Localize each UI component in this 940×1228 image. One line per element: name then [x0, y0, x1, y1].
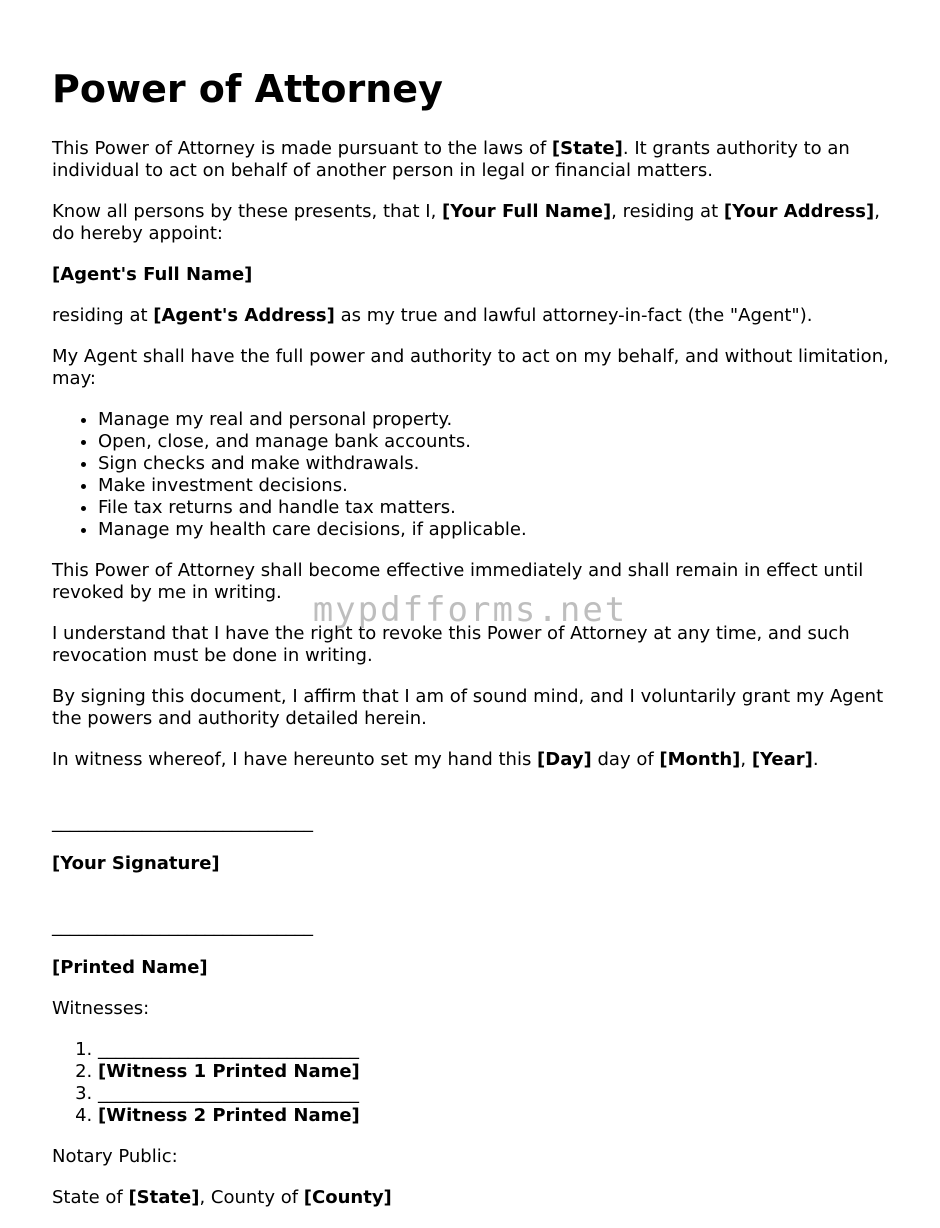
- list-item: • Make investment decisions.: [98, 475, 892, 497]
- list-item: 3. _____________________________: [98, 1083, 892, 1105]
- list-item: • Open, close, and manage bank accounts.: [98, 431, 892, 453]
- notary-state-placeholder: [State]: [128, 1187, 200, 1208]
- powers-list: [52, 409, 892, 541]
- agent-address-placeholder: [Agent's Address]: [153, 305, 335, 326]
- spacer: [52, 790, 892, 812]
- day-placeholder: [Day]: [537, 749, 592, 770]
- effective-paragraph: This Power of Attorney shall become effective immediately and shall remain in effect until revoked by me in writing.: [52, 560, 864, 603]
- list-item: • Manage my real and personal property.: [98, 409, 892, 431]
- spacer: [52, 894, 892, 916]
- agent-residence-paragraph: residing at [Agent's Address] as my true and lawful attorney-in-fact (the "Agent").: [52, 305, 813, 326]
- agent-name-paragraph: [52, 264, 892, 286]
- witnesses-label: Witnesses:: [52, 998, 150, 1019]
- list-item: 2. [Witness 1 Printed Name]: [98, 1061, 892, 1083]
- printed-name-line: _____________________________: [52, 916, 313, 937]
- witness-clause: In witness whereof, I have hereunto set my hand this [Day] day of [Month], [Year].: [52, 749, 819, 770]
- affirm-paragraph: By signing this document, I affirm that I am of sound mind, and I voluntarily grant my Agent the powers and authority detailed herein.: [52, 686, 884, 729]
- list-item: 4. [Witness 2 Printed Name]: [98, 1105, 892, 1127]
- year-placeholder: [Year]: [751, 749, 813, 770]
- document-title: Power of Attorney: [52, 67, 443, 111]
- list-item: 1. _____________________________: [98, 1039, 892, 1061]
- notary-label: Notary Public:: [52, 1146, 178, 1167]
- address-placeholder: [Your Address]: [723, 201, 875, 222]
- state-placeholder: [State]: [551, 138, 623, 159]
- signature-line: _____________________________: [52, 812, 313, 833]
- county-placeholder: [County]: [303, 1187, 392, 1208]
- appointment-paragraph: Know all persons by these presents, that I, [Your Full Name], residing at [Your Address], do hereby appoint:: [52, 201, 880, 244]
- revoke-paragraph: I understand that I have the right to revoke this Power of Attorney at any time, and such revocation must be done in writing.: [52, 623, 850, 666]
- list-item: • File tax returns and handle tax matters.: [98, 497, 892, 519]
- signature-label: [Your Signature]: [52, 853, 220, 874]
- list-item: • Sign checks and make withdrawals.: [98, 453, 892, 475]
- full-name-placeholder: [Your Full Name]: [442, 201, 612, 222]
- powers-intro: My Agent shall have the full power and authority to act on my behalf, and without limitation, may:: [52, 346, 889, 389]
- month-placeholder: [Month]: [659, 749, 741, 770]
- witnesses-list: [52, 1039, 892, 1127]
- intro-paragraph: This Power of Attorney is made pursuant to the laws of [State]. It grants authority to an individual to act on behalf of another person in legal or financial matters.: [52, 138, 850, 181]
- printed-name-label: [Printed Name]: [52, 957, 208, 978]
- document: [52, 64, 892, 1228]
- notary-location: State of [State], County of [County]: [52, 1187, 392, 1208]
- watermark: mypdfforms.net: [312, 590, 628, 630]
- list-item: • Manage my health care decisions, if applicable.: [98, 519, 892, 541]
- agent-name-placeholder: [Agent's Full Name]: [52, 264, 253, 285]
